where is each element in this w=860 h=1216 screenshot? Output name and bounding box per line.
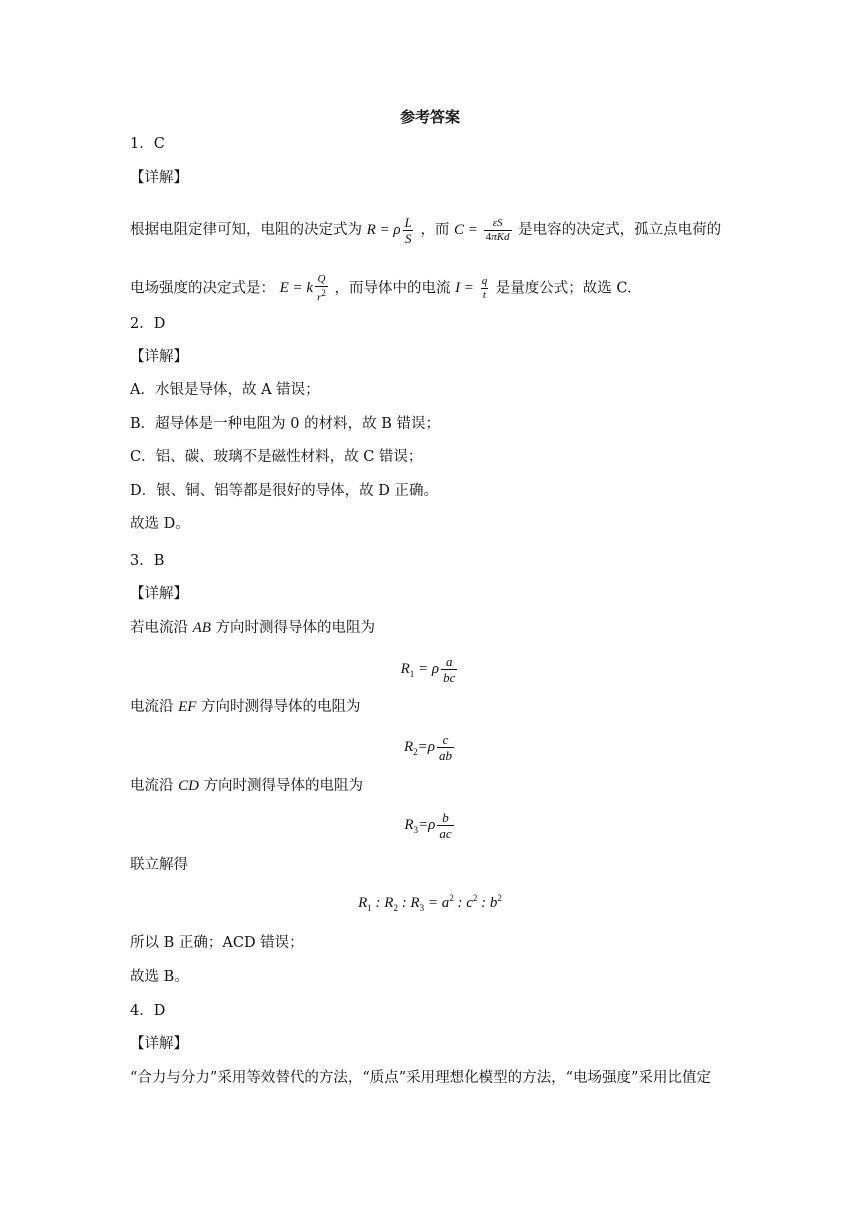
q3-text-line3: 电流沿 CD 方向时测得导体的电阻为 — [130, 778, 364, 794]
q1-text-2c: 是量度公式；故选 C. — [495, 280, 632, 297]
q3-detail-label: 【详解】 — [130, 586, 188, 602]
formula-capacitance: C = $\frac{\varepsilon S}{\text{4πKd}}$ — [454, 217, 510, 243]
q4-text-line1: “合力与分力”采用等效替代的方法，“质点”采用理想化模型的方法，“电场强度”采用比值定 — [130, 1070, 711, 1086]
q1-detail-label: 【详解】 — [130, 170, 188, 186]
equation-ratio: $R_1$ : $R_2$ : $R_3 = a^2$ : $c^2$ : $b^2$ — [358, 893, 502, 913]
q3-text-line4: 联立解得 — [130, 857, 188, 873]
q1-paragraph-line2 — [130, 273, 632, 305]
q4-answer: 4．D — [130, 1003, 166, 1019]
q4-detail-label: 【详解】 — [130, 1036, 188, 1052]
formula-field-strength: E = k $\frac{Q}{r^2}$ — [279, 273, 326, 304]
q1-paragraph-line1 — [130, 215, 721, 246]
q3-answer: 3．B — [130, 553, 165, 569]
q1-text-1c: 是电容的决定式，孤立点电荷的 — [518, 221, 722, 238]
q3-conclusion-2: 故选 B。 — [130, 969, 189, 985]
q1-text-1b: ，而 — [420, 221, 450, 238]
q2-option-b: B．超导体是一种电阻为 0 的材料，故 B 错误； — [130, 416, 440, 432]
page-title: 参考答案 — [399, 108, 460, 126]
q1-text-2b: ，而导体中的电流 — [334, 280, 451, 297]
q3-text-line1: 若电流沿 AB 方向时测得导体的电阻为 — [130, 620, 376, 636]
equation-r2: $R_2=\rho$ $\frac{c}{ab}$ — [404, 732, 452, 763]
q2-conclusion: 故选 D。 — [130, 516, 190, 532]
q2-option-a: A．水银是导体，故 A 错误； — [130, 382, 320, 398]
q3-text-line2: 电流沿 EF 方向时测得导体的电阻为 — [130, 699, 361, 715]
q2-answer: 2．D — [130, 316, 166, 332]
formula-resistance: R = ρ $\frac{L}{S}$ — [366, 215, 412, 246]
q3-conclusion-1: 所以 B 正确；ACD 错误； — [130, 935, 304, 951]
formula-current: I = $\frac{q}{t}$ — [455, 275, 488, 302]
q1-text-1a: 根据电阻定律可知，电阻的决定式为 — [130, 221, 362, 238]
q2-option-c: C．铝、碳、玻璃不是磁性材料，故 C 错误； — [130, 449, 423, 465]
equation-r3: $R_3=\rho$ $\frac{b}{ac}$ — [404, 810, 452, 841]
q1-answer: 1．C — [130, 136, 165, 152]
equation-r1: $R_1 = \rho$ $\frac{a}{bc}$ — [400, 654, 456, 685]
q1-text-2a: 电场强度的决定式是： — [130, 280, 275, 297]
q2-option-d: D．银、铜、铝等都是很好的导体，故 D 正确。 — [130, 483, 438, 499]
q2-detail-label: 【详解】 — [130, 349, 188, 365]
